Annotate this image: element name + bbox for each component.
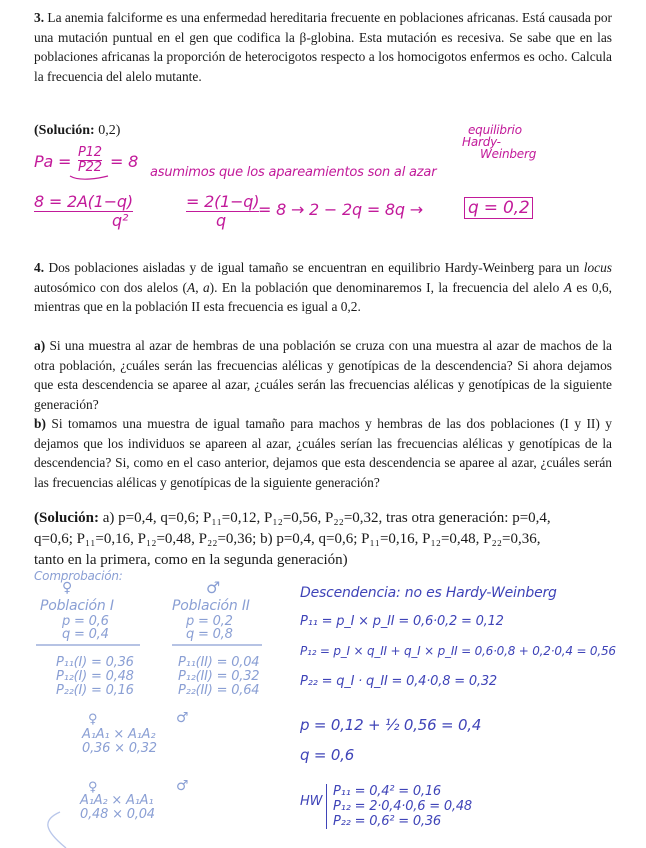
hw-assume-note: asumimos que los apareamientos son al azar — [150, 165, 437, 180]
female-symbol-icon: ♀ — [62, 580, 73, 596]
hw-desc-q: q = 0,6 — [300, 746, 355, 764]
intro-part2: autosómico con dos alelos ( — [34, 279, 187, 295]
hw-corner-stroke — [48, 812, 66, 848]
hw-cross1-bottom: 0,36 × 0,32 — [82, 741, 157, 756]
hw-cross-2 — [80, 794, 155, 822]
hw-eq2-den: q — [216, 211, 226, 230]
female-symbol-icon: ♀ — [88, 712, 98, 727]
hw-eq-part2 — [186, 193, 259, 230]
hw-cross2-top: A₁A₂ × A₁A₁ — [80, 793, 154, 808]
question-4-solution — [34, 508, 614, 571]
intro-allele-A2: A — [563, 279, 572, 295]
hw-pop2-P12: P₁₂(II) = 0,32 — [178, 669, 260, 684]
hw-desc-p: p = 0,12 + ½ 0,56 = 0,4 — [300, 716, 482, 734]
hw-ratio-fraction — [78, 146, 102, 175]
hw-desc-P11: P₁₁ = p_I × p_II = 0,6·0,2 = 0,12 — [300, 614, 504, 629]
hw-desc-P22: P₂₂ = q_I · q_II = 0,4·0,8 = 0,32 — [300, 674, 497, 689]
hw-eq2-num: = 2(1−q) — [186, 192, 260, 211]
male-symbol-icon: ♂ — [176, 710, 189, 726]
hw-ratio-label: Pa = — [34, 152, 72, 171]
solution-line-2: q=0,6; P₁₁=0,16, P₁₂=0,48, P₂₂=0,36; b) p=0,4, q=0,6; P₁₁=0,16, P₁₂=0,48, P₂₂=0,36, — [34, 531, 541, 547]
question-3-body: La anemia falciforme es una enfermedad hereditaria frecuente en poblaciones africanas. Está causada por una mutación puntual en el gen que codifica la β-globina. Esta mutación es recesiva. Se sabe que en las poblaciones africanas la proporción de heterocigotos respecto a los homocigotos enfermos es ocho. Calcula la frecuencia del alelo mutante. — [34, 10, 612, 84]
hw-pop1-P12: P₁₂(I) = 0,48 — [56, 669, 134, 684]
question-3-solution — [34, 122, 120, 140]
hw-note-line2: Hardy- — [462, 135, 501, 149]
hw-check-label: Comprobación: — [34, 569, 123, 583]
question-4-intro — [34, 258, 612, 317]
hw-pop2-P22: P₂₂(II) = 0,64 — [178, 683, 260, 698]
hw-ratio-num: P12 — [78, 145, 102, 160]
hw-pop1-title: Población I — [40, 598, 114, 614]
hw-eq1-den: q² — [112, 211, 129, 230]
hw-eq-part1 — [34, 193, 133, 230]
hw-underline-stroke — [70, 176, 108, 179]
hw-note-line1: equilibrio — [468, 123, 522, 137]
solution-label: (Solución: — [34, 123, 95, 138]
question-4-part-a — [34, 336, 612, 414]
solution-line1-text: a) p=0,4, q=0,6; P₁₁=0,12, P₁₂=0,56, P₂₂=0,32, tras otra generación: p=0,4, — [99, 510, 551, 526]
question-4-part-b — [34, 414, 612, 492]
hw-eq-part3: = 8 → 2 − 2q = 8q → — [258, 200, 423, 219]
hw-ratio-den: P22 — [78, 160, 102, 175]
question-4-number: 4. — [34, 260, 45, 275]
hw-equilibrium-note — [462, 124, 536, 160]
question-3-number: 3. — [34, 10, 45, 25]
hw-cross2-bottom: 0,48 × 0,04 — [80, 807, 155, 822]
solution-value: 0,2) — [94, 123, 121, 138]
solution-line-3: tanto en la primera, como en la segunda generación) — [34, 552, 348, 568]
hw-pop1-p: p = 0,6 — [62, 614, 109, 629]
intro-allele-A: A — [187, 279, 196, 295]
question-3-text — [34, 8, 612, 86]
intro-part3: ). En la población que denominaremos I, la frecuencia del alelo — [209, 279, 560, 295]
solution-line-1 — [34, 508, 614, 529]
hw-note-line3: Weinberg — [480, 147, 537, 161]
male-symbol-icon: ♂ — [176, 778, 189, 794]
intro-locus: locus — [583, 260, 612, 275]
hw-pop1-genotypes — [56, 656, 134, 698]
hw-pop1-q: q = 0,4 — [62, 627, 109, 642]
part-a-label: a) — [34, 338, 46, 353]
hw-descendant-title: Descendencia: no es Hardy-Weinberg — [300, 585, 557, 601]
hw-equilibrium-label: HW — [300, 794, 323, 809]
part-b-text: Si tomamos una muestra de igual tamaño para machos y hembras de las dos poblaciones (I y II) y dejamos que los individuos se apareen al azar, ¿cuáles serían las frecuencias alélicas y genotípicas de la descendencia? Si, como en el caso anterior, dejamos que esta descendencia se aparee al azar, ¿cuáles serán las frecuencias alélicas y genotípicas de la siguiente generación? — [34, 416, 612, 490]
hw-cross-1 — [82, 728, 157, 756]
hw-ratio-eq: = 8 — [110, 152, 139, 171]
hw-pop1-P22: P₂₂(I) = 0,16 — [56, 683, 134, 698]
hw-pop2-title: Población II — [172, 598, 250, 614]
hw-pop1-P11: P₁₁(I) = 0,36 — [56, 655, 134, 670]
hw-cross1-top: A₁A₁ × A₁A₂ — [82, 727, 156, 742]
hw-answer-box: q = 0,2 — [464, 197, 533, 219]
intro-allele-a: a — [202, 279, 210, 295]
intro-part1: Dos poblaciones aisladas y de igual tamaño se encuentran en equilibrio Hardy-Weinberg para un — [48, 260, 580, 275]
part-a-text: Si una muestra al azar de hembras de una población se cruza con una muestra al azar de machos de la otra población, ¿cuáles serán las frecuencias alélicas y genotípicas de la descendencia? Si ahora dejamos que esta descendencia se aparee al azar, ¿cuáles serán las frecuencias alélicas y genotípicas de la siguiente generación? — [34, 338, 612, 412]
intro-comma: , — [195, 279, 203, 295]
intro-part4: es 0,6, mientras que en la población II esta frecuencia es igual a 0,2. — [34, 279, 612, 315]
hw-eq1-num: 8 = 2A(1−q) — [34, 192, 133, 211]
hw-pop2-q: q = 0,8 — [186, 627, 233, 642]
hw-desc-P12: P₁₂ = p_I × q_II + q_I × p_II = 0,6·0,8 + 0,2·0,4 = 0,56 — [300, 644, 616, 658]
part-b-label: b) — [34, 416, 46, 431]
hw-eq-P11: P₁₁ = 0,4² = 0,16 — [333, 784, 442, 799]
male-symbol-icon: ♂ — [206, 578, 221, 597]
solution-label: (Solución: — [34, 510, 100, 526]
hw-pop2-p: p = 0,2 — [186, 614, 233, 629]
hw-eq-P22: P₂₂ = 0,6² = 0,36 — [333, 814, 442, 829]
hw-eq-P12: P₁₂ = 2·0,4·0,6 = 0,48 — [333, 799, 473, 814]
female-symbol-icon: ♀ — [88, 780, 98, 795]
hw-pop2-genotypes — [178, 656, 259, 698]
hw-pop2-P11: P₁₁(II) = 0,04 — [178, 655, 260, 670]
hw-equilibrium-values — [326, 784, 472, 829]
